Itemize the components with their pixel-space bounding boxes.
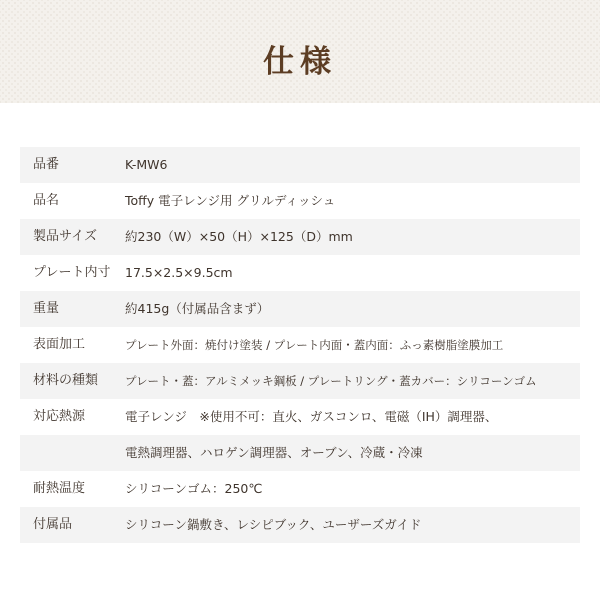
spec-row-product-name bbox=[20, 183, 580, 219]
spec-table bbox=[20, 147, 580, 579]
spec-label: 製品サイズ bbox=[33, 229, 97, 244]
spec-label: 耐熱温度 bbox=[33, 481, 86, 496]
spec-value: プレート・蓋：アルミメッキ鋼板 / プレートリング・蓋カバー：シリコーンゴム bbox=[125, 374, 537, 388]
spec-row-surface-finish bbox=[20, 327, 580, 363]
spec-label: 品番 bbox=[33, 157, 60, 172]
spec-label: 重量 bbox=[33, 301, 60, 316]
spec-value: プレート外面：焼付け塗装 / プレート内面・蓋内面：ふっ素樹脂塗膜加工 bbox=[125, 338, 504, 352]
spec-value: K-MW6 bbox=[125, 157, 168, 172]
spec-row-materials bbox=[20, 363, 580, 399]
spec-row-item-number bbox=[20, 147, 580, 183]
spec-row-weight bbox=[20, 291, 580, 327]
spec-label: 品名 bbox=[33, 193, 60, 208]
spec-row-empty bbox=[20, 543, 580, 579]
spec-value: シリコーン鍋敷き、レシピブック、ユーザーズガイド bbox=[125, 517, 422, 532]
header-banner bbox=[0, 0, 600, 103]
spec-value: シリコーンゴム：250℃ bbox=[125, 481, 263, 496]
spec-label: 表面加工 bbox=[33, 337, 86, 352]
spec-value: 17.5×2.5×9.5cm bbox=[125, 265, 233, 280]
spec-value: 電子レンジ ※使用不可：直火、ガスコンロ、電磁（IH）調理器、 bbox=[125, 409, 498, 424]
spec-value: 約230（W）×50（H）×125（D）mm bbox=[125, 229, 353, 244]
spec-row-accessories bbox=[20, 507, 580, 543]
spec-label: 対応熱源 bbox=[33, 409, 86, 424]
spec-row-heat-source-cont bbox=[20, 435, 580, 471]
spec-value: 電熱調理器、ハロゲン調理器、オーブン、冷蔵・冷凍 bbox=[125, 445, 423, 460]
spec-label: プレート内寸 bbox=[33, 265, 111, 280]
page-title: 仕様 bbox=[263, 44, 337, 80]
spec-row-product-size bbox=[20, 219, 580, 255]
spec-value: 約415g（付属品含まず） bbox=[125, 301, 270, 316]
spec-row-heat-source bbox=[20, 399, 580, 435]
spec-value: Toffy 電子レンジ用 グリルディッシュ bbox=[125, 193, 336, 208]
spec-row-heat-resistance bbox=[20, 471, 580, 507]
spec-label: 材料の種類 bbox=[33, 373, 99, 388]
spec-label: 付属品 bbox=[33, 517, 73, 532]
spec-row-plate-inner-size bbox=[20, 255, 580, 291]
